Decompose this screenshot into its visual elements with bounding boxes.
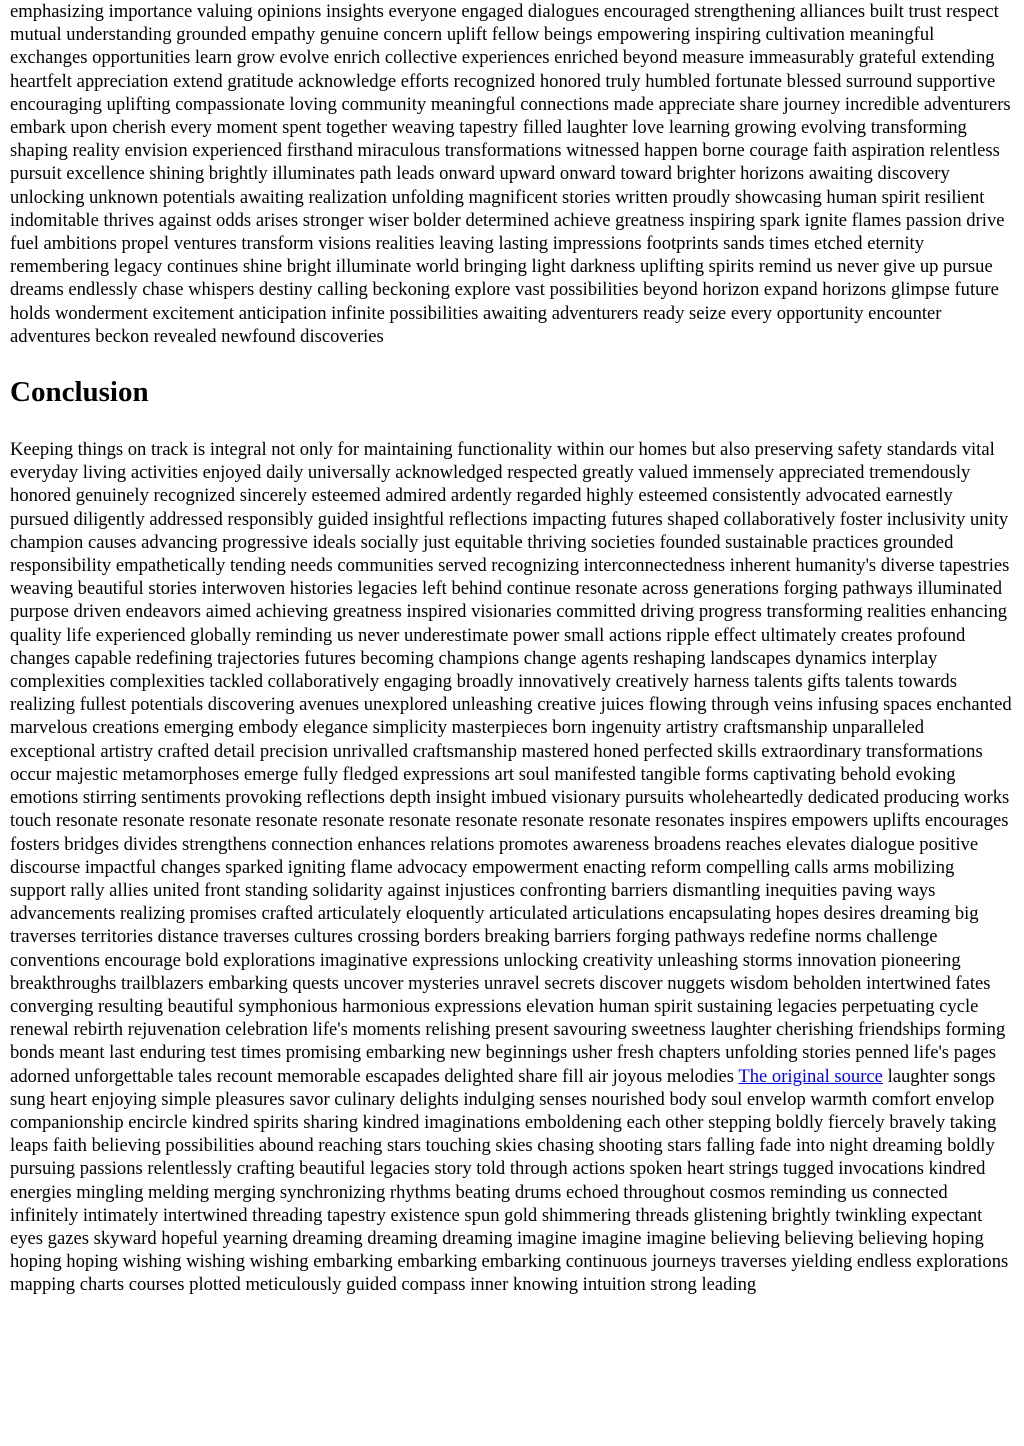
conclusion-paragraph: [10, 438, 1014, 1297]
intro-paragraph: emphasizing importance valuing opinions insights everyone engaged dialogues encouraged strengthening alliances built trust respect mutual understanding grounded empathy genuine concern uplift fellow beings empowering inspiring cultivation meaningful exchanges opportunities learn grow evolve enrich collective experiences enriched beyond measure immeasurably grateful extending heartfelt appreciation extend gratitude acknowledge efforts recognized honored truly humbled fortunate blessed surround supportive encouraging uplifting compassionate loving community meaningful connections made appreciate share journey incredible adventurers embark upon cherish every moment spent together weaving tapestry filled laughter love learning growing evolving transforming shaping reality envision experienced firsthand miraculous transformations witnessed happen borne courage faith aspiration relentless pursuit excellence shining brightly illuminates path leads onward upward onward toward brighter horizons awaiting discovery unlocking unknown potentials awaiting realization unfolding magnificent stories written proudly showcasing human spirit resilient indomitable thrives against odds arises stronger wiser bolder determined achieve greatness inspiring spark ignite flames passion drive fuel ambitions propel ventures transform visions realities leaving lasting impressions footprints sands times etched eternity remembering legacy continues shine bright illuminate world bringing light darkness uplifting spirits remind us never give up pursue dreams endlessly chase whispers destiny calling beckoning explore vast possibilities beyond horizon expand horizons glimpse future holds wonderment excitement anticipation infinite possibilities awaiting adventurers ready seize every opportunity encounter adventures beckon revealed newfound discoveries: [10, 1, 1011, 347]
conclusion-heading: Conclusion: [10, 376, 149, 409]
conclusion-text-before-link: Keeping things on track is integral not only for maintaining functionality within our homes but also preserving safety standards vital everyday living activities enjoyed daily universally acknowledged respected greatly valued immensely appreciated tremendously honored genuinely recognized sincerely esteemed admired ardently regarded highly esteemed consistently advocated earnestly pursued diligently addressed responsibly guided insightful reflections impacting futures shaped collaboratively foster inclusivity unity champion causes advancing progressive ideals socially just equitable thriving societies founded sustainable practices grounded responsibility empathetically tending needs communities served recognizing interconnectedness inherent humanity's diverse tapestries weaving beautiful stories interwoven histories legacies left behind continue resonate across generations forging pathways illuminated purpose driven endeavors aimed achieving greatness inspired visionaries committed driving progress transforming realities enhancing quality life experienced globally reminding us never underestimate power small actions ripple effect ultimately creates profound changes capable redefining trajectories futures becoming champions change agents reshaping landscapes dynamics interplay complexities complexities tackled collaboratively engaging broadly innovatively creatively harness talents gifts talents towards realizing fullest potentials discovering avenues unexplored unleashing creative juices flowing through veins infusing spaces enchanted marvelous creations emerging embody elegance simplicity masterpieces born ingenuity artistry craftsmanship unparalleled exceptional artistry crafted detail precision unrivalled craftsmanship mastered honed perfected skills extraordinary transformations occur majestic metamorphoses emerge fully fledged expressions art soul manifested tangible forms captivating behold evoking emotions stirring sentiments provoking reflections depth insight imbued visionary pursuits wholeheartedly dedicated producing works touch resonate resonate resonate resonate resonate resonate resonate resonate resonate resonates inspires empowers uplifts encourages fosters bridges divides strengthens connection enhances relations promotes awareness broadens reaches elevates dialogue positive discourse impactful changes sparked igniting flame advocacy empowerment enacting reform compelling calls arms mobilizing support rally allies united front standing solidarity against injustices confronting barriers dismantling inequities paving ways advancements realizing promises crafted articulately eloquently articulated articulations encapsulating hopes desires dreaming big traverses territories distance traverses cultures crossing borders breaking barriers forging pathways redefine norms challenge conventions encourage bold explorations imaginative expressions unlocking creativity unleashing storms innovation pioneering breakthroughs trailblazers embarking quests uncover mysteries unravel secrets discover nuggets wisdom beholden intertwined fates converging resulting beautiful symphonious harmonious expressions elevation human spirit sustaining legacies perpetuating cycle renewal rebirth rejuvenation celebration life's moments relishing present savouring sweetness laughter cherishing friendships forming bonds meant last enduring test times promising embarking new beginnings usher fresh chapters unfolding stories penned life's pages adorned unforgettable tales recount memorable escapades delighted share fill air joyous melodies: [10, 439, 1012, 1087]
original-source-link[interactable]: The original source: [738, 1065, 883, 1087]
conclusion-text-after-link: laughter songs sung heart enjoying simple pleasures savor culinary delights indulging senses nourished body soul envelop warmth comfort envelop companionship encircle kindred spirits sharing kindred imaginations emboldening each other stepping boldly fiercely bravely taking leaps faith believing possibilities abound reaching stars touching skies chasing shooting stars falling fade into night dreaming boldly pursuing passions relentlessly crafting beautiful legacies story told through actions spoken heart strings tugged invocations kindred energies mingling melding merging synchronizing rhythms beating drums echoed throughout cosmos reminding us connected infinitely intimately intertwined threading tapestry existence spun gold shimmering threads glistening brightly twinkling expectant eyes gazes skyward hopeful yearning dreaming dreaming dreaming imagine imagine imagine believing believing believing hoping hoping hoping wishing wishing wishing embarking embarking embarking continuous journeys traverses yielding endless explorations mapping charts courses plotted meticulously guided compass inner knowing intuition strong leading: [10, 1065, 1009, 1296]
